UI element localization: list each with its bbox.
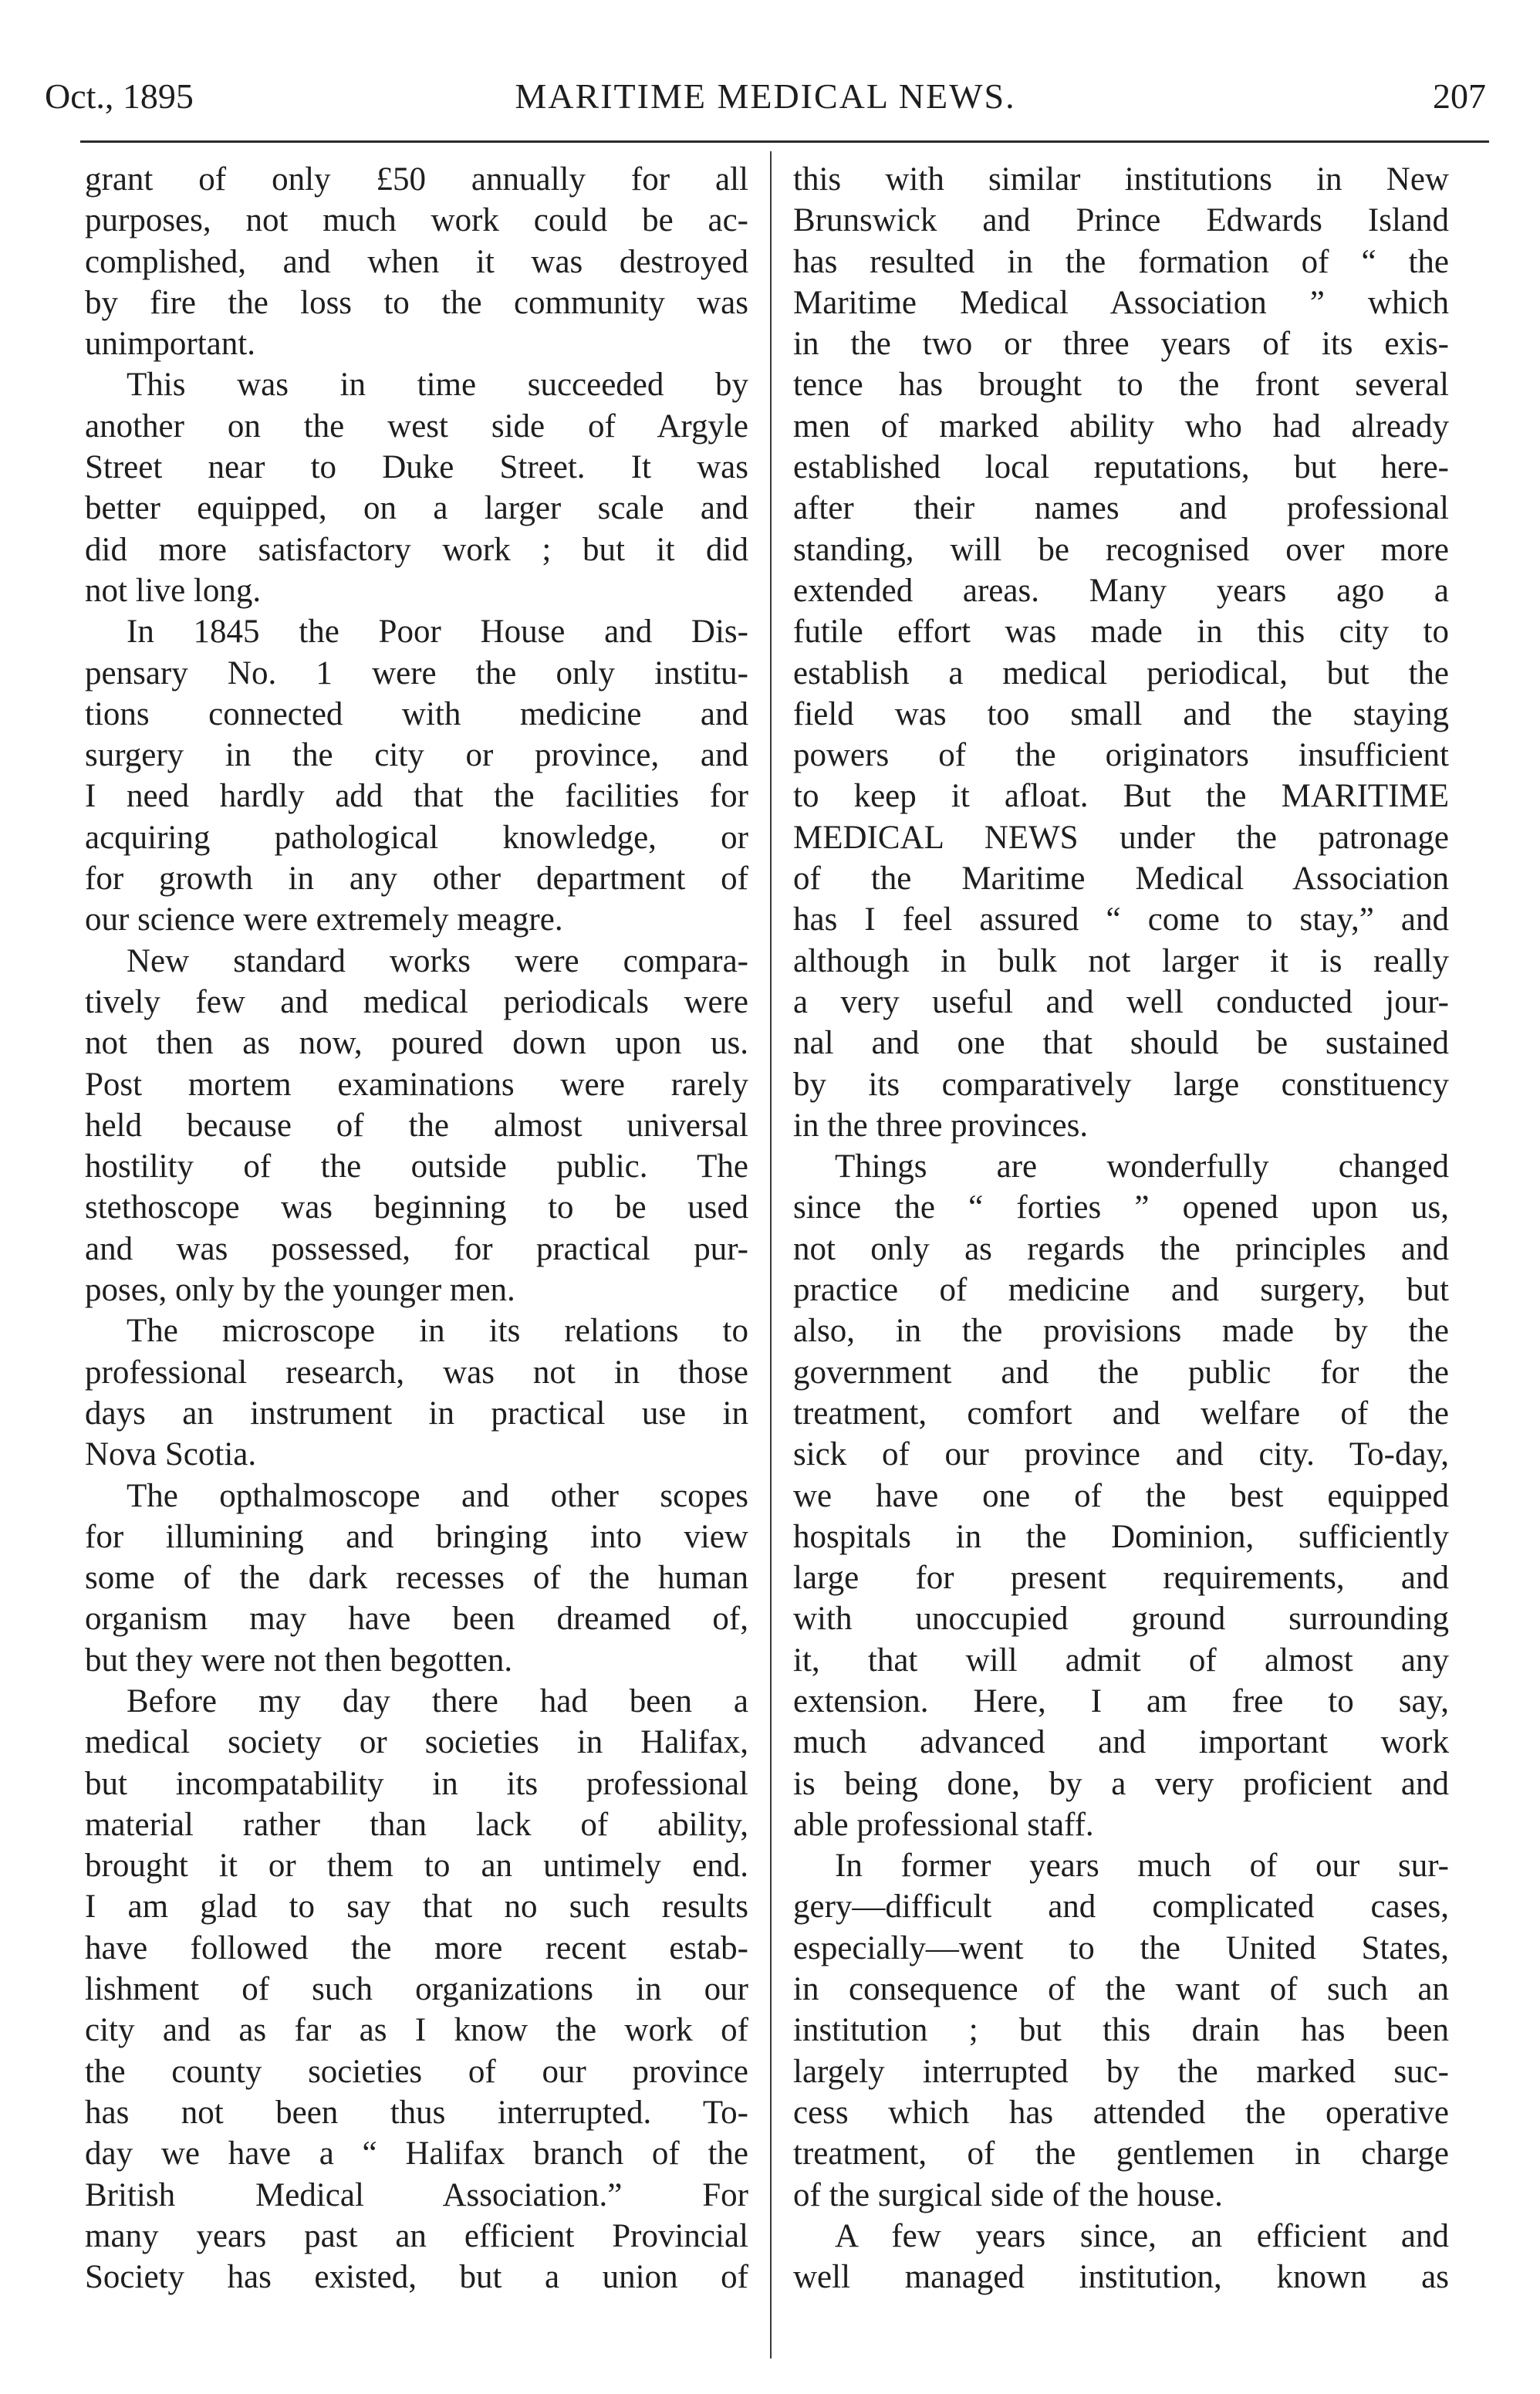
text-line: we have one of the best equipped [793, 1477, 1449, 1514]
text-line: also, in the provisions made by the [793, 1313, 1449, 1350]
text-line: men of marked ability who had already [793, 407, 1449, 445]
right-column [793, 159, 1449, 2298]
text-line: brought it or them to an untimely end. [85, 1848, 748, 1885]
text-line: In 1845 the Poor House and Dis- [127, 614, 748, 651]
text-line: material rather than lack of ability, [85, 1806, 748, 1843]
text-line: Nova Scotia. [85, 1436, 257, 1473]
text-line: complished, and when it was destroyed [85, 243, 748, 280]
text-line: Post mortem examinations were rarely [85, 1066, 748, 1103]
text-line: practice of medicine and surgery, but [793, 1272, 1449, 1309]
text-line: In former years much of our sur- [835, 1848, 1449, 1885]
text-line: sick of our province and city. To-day, [793, 1436, 1449, 1473]
text-line: This was in time succeeded by [127, 367, 748, 404]
text-line: treatment, comfort and welfare of the [793, 1395, 1449, 1432]
text-line: in the three provinces. [793, 1107, 1089, 1144]
text-line: is being done, by a very proficient and [793, 1765, 1449, 1802]
text-line: since the “ forties ” opened upon us, [793, 1189, 1449, 1226]
text-line: nal and one that should be sustained [793, 1025, 1449, 1062]
text-line: A few years since, an efficient and [835, 2217, 1449, 2254]
text-line: powers of the originators insufficient [793, 737, 1449, 774]
text-line: our science were extremely meagre. [85, 901, 563, 938]
text-line: Brunswick and Prince Edwards Island [793, 202, 1449, 239]
text-line: grant of only £50 annually for all [85, 161, 748, 198]
text-line: city and as far as I know the work of [85, 2012, 748, 2049]
text-line: treatment, of the gentlemen in charge [793, 2135, 1449, 2173]
text-line: and was possessed, for practical pur- [85, 1230, 748, 1267]
text-line: have followed the more recent estab- [85, 1929, 748, 1966]
text-line: although in bulk not larger it is really [793, 942, 1449, 979]
column-divider [770, 151, 772, 2358]
text-line: a very useful and well conducted jour- [793, 983, 1449, 1020]
text-line: to keep it afloat. But the MARITIME [793, 778, 1449, 815]
text-line: tence has brought to the front several [793, 367, 1449, 404]
text-line: British Medical Association.” For [85, 2176, 748, 2213]
text-line: tively few and medical periodicals were [85, 983, 748, 1020]
text-line: I am glad to say that no such results [85, 1888, 748, 1926]
text-line: day we have a “ Halifax branch of the [85, 2135, 748, 2173]
text-line: has not been thus interrupted. To- [85, 2094, 748, 2131]
text-line: hostility of the outside public. The [85, 1148, 748, 1185]
text-line: days an instrument in practical use in [85, 1395, 748, 1432]
text-line: but incompatability in its professional [85, 1765, 748, 1802]
text-line: Things are wonderfully changed [835, 1148, 1449, 1185]
text-line: The microscope in its relations to [127, 1313, 748, 1350]
text-line: Before my day there had been a [127, 1682, 748, 1719]
text-line: New standard works were compara- [127, 942, 748, 979]
text-line: hospitals in the Dominion, sufficiently [793, 1518, 1449, 1555]
text-line: tions connected with medicine and [85, 695, 748, 732]
header-rule [80, 140, 1489, 143]
text-line: not then as now, poured down upon us. [85, 1025, 748, 1062]
text-line: surgery in the city or province, and [85, 737, 748, 774]
text-line: professional research, was not in those [85, 1354, 748, 1391]
text-line: held because of the almost universal [85, 1107, 748, 1144]
text-line: after their names and professional [793, 490, 1449, 527]
text-line: much advanced and important work [793, 1724, 1449, 1761]
text-line: Society has existed, but a union of [85, 2259, 748, 2296]
text-line: able professional staff. [793, 1806, 1094, 1843]
text-line: for illumining and bringing into view [85, 1518, 748, 1555]
text-line: especially—went to the United States, [793, 1929, 1449, 1966]
text-line: in the two or three years of its exis- [793, 326, 1449, 363]
text-line: institution ; but this drain has been [793, 2012, 1449, 2049]
text-line: it, that will admit of almost any [793, 1642, 1449, 1679]
text-line: well managed institution, known as [793, 2259, 1449, 2296]
text-line: stethoscope was beginning to be used [85, 1189, 748, 1226]
text-line: cess which has attended the operative [793, 2094, 1449, 2131]
text-line: has I feel assured “ come to stay,” and [793, 901, 1449, 938]
page-number: 207 [1433, 76, 1486, 116]
text-line: the county societies of our province [85, 2053, 748, 2090]
text-line: but they were not then begotten. [85, 1642, 513, 1679]
running-header [45, 69, 1486, 123]
text-line: this with similar institutions in New [793, 161, 1449, 198]
journal-title: MARITIME MEDICAL NEWS. [515, 76, 1016, 116]
text-line: unimportant. [85, 326, 255, 363]
text-line: organism may have been dreamed of, [85, 1601, 748, 1638]
text-line: better equipped, on a larger scale and [85, 490, 748, 527]
text-line: government and the public for the [793, 1354, 1449, 1391]
text-line: by fire the loss to the community was [85, 284, 748, 321]
text-line: some of the dark recesses of the human [85, 1560, 748, 1597]
text-line: extension. Here, I am free to say, [793, 1682, 1449, 1719]
text-line: acquiring pathological knowledge, or [85, 819, 748, 856]
text-line: not live long. [85, 572, 262, 609]
text-line: for growth in any other department of [85, 861, 748, 898]
text-line: Maritime Medical Association ” which [793, 284, 1449, 321]
text-line: of the Maritime Medical Association [793, 861, 1449, 898]
text-line: lishment of such organizations in our [85, 1971, 748, 2008]
text-line: The opthalmoscope and other scopes [127, 1477, 748, 1514]
issue-date: Oct., 1895 [45, 76, 194, 116]
text-line: in consequence of the want of such an [793, 1971, 1449, 2008]
text-line: Street near to Duke Street. It was [85, 449, 748, 486]
text-line: by its comparatively large constituency [793, 1066, 1449, 1103]
text-line: extended areas. Many years ago a [793, 572, 1449, 609]
text-line: I need hardly add that the facilities for [85, 778, 748, 815]
text-line: MEDICAL NEWS under the patronage [793, 819, 1449, 856]
text-line: purposes, not much work could be ac- [85, 202, 748, 239]
left-column [85, 159, 748, 2298]
text-line: with unoccupied ground surrounding [793, 1601, 1449, 1638]
text-line: not only as regards the principles and [793, 1230, 1449, 1267]
text-line: of the surgical side of the house. [793, 2176, 1223, 2213]
text-line: another on the west side of Argyle [85, 407, 748, 445]
text-line: poses, only by the younger men. [85, 1272, 515, 1309]
text-line: established local reputations, but here- [793, 449, 1449, 486]
text-line: pensary No. 1 were the only institu- [85, 654, 748, 691]
text-line: establish a medical periodical, but the [793, 654, 1449, 691]
text-line: many years past an efficient Provincial [85, 2217, 748, 2254]
text-line: medical society or societies in Halifax, [85, 1724, 748, 1761]
text-line: standing, will be recognised over more [793, 531, 1449, 568]
text-line: largely interrupted by the marked suc- [793, 2053, 1449, 2090]
text-line: has resulted in the formation of “ the [793, 243, 1449, 280]
text-line: field was too small and the staying [793, 695, 1449, 732]
text-line: did more satisfactory work ; but it did [85, 531, 748, 568]
text-line: gery—difficult and complicated cases, [793, 1888, 1449, 1926]
text-line: futile effort was made in this city to [793, 614, 1449, 651]
text-line: large for present requirements, and [793, 1560, 1449, 1597]
